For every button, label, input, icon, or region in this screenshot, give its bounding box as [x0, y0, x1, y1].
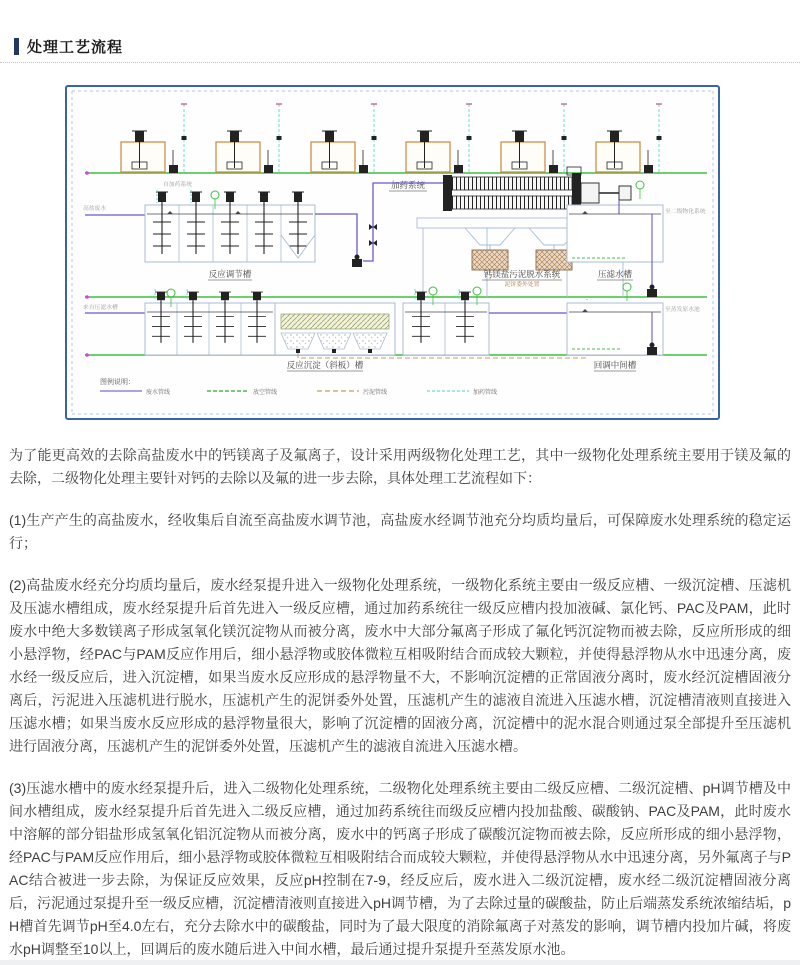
- step3-paragraph: (3)压滤水槽中的废水经泵提升后，进入二级物化处理系统，二级物化处理系统主要由二级反应槽、二级沉淀槽、pH调节槽及中间水槽组成，废水经泵提升后首先进入二级反应槽，通过加药系统往而级反应槽内投加盐酸、碳酸钠、PAC及PAM，此时废水中溶解的部分铝盐形成氢氧化铝沉淀物从而被分离，废水中的钙离子形成了碳酸沉淀物而被去除，反应所形成的细小悬浮物，经PAC与PAM反应作用后，细小悬浮物或胶体微粒互相吸附结合而成较大颗粒，并使得悬浮物从水中迅速分离，另外氟离子与PAC结合被进一步去除，为保证反应效果，反应pH控制在7-9，经反应后，废水进入二级沉淀槽，废水经二级沉淀槽固液分离后，污泥通过泵提升至一级反应槽，沉淀槽清液则直接进入pH调节槽，为了去除过量的碳酸盐，防止后端蒸发系统浓缩结垢，pH槽首先调节pH至4.0左右，充分去除水中的碳酸盐，同时为了最大限度的消除氟离子对蒸发的影响，调节槽内投加片碱，将废水pH调整至10以上，回调后的废水随后进入中间水槽，最后通过提升泵提升至蒸发原水池。: [9, 780, 791, 957]
- section-header: [14, 36, 123, 57]
- legend-label-drain: 放空管线: [253, 390, 278, 396]
- reaction-tank1-label: 反应调节槽: [208, 269, 252, 279]
- legend-label-sludge: 污泥管线: [363, 390, 388, 396]
- stage1-piping: [315, 183, 443, 267]
- reaction-tank-group-2: [145, 289, 275, 355]
- step1-paragraph: (1)生产产生的高盐废水，经收集后自流至高盐废水调节池，高盐废水经调节池充分均质均量后，可保障废水处理系统的稳定运行；: [9, 512, 791, 551]
- intro-paragraph: 为了能更高效的去除高盐废水中的钙镁离子及氟离子，设计采用两级物化处理工艺，其中一级物化处理系统主要用于镁及氟的去除，二级物化处理主要针对钙的去除以及氟的进一步去除，具体处理工艺流程如下：: [9, 447, 791, 486]
- to-stage2-label: 至二级物化系统: [665, 209, 706, 215]
- to-evap-label: 至蒸发原水池: [665, 307, 700, 313]
- diagram-legend: [100, 377, 497, 396]
- dewatering-label: 钙镁盐污泥脱水系统: [483, 269, 561, 279]
- dosing-tank-icon: [406, 104, 472, 173]
- cake-note-label: 泥饼委外处置: [504, 282, 540, 288]
- reaction-sed-label: 反应沉淀（斜板）槽: [286, 360, 364, 370]
- lamella-clarifier: [275, 303, 395, 355]
- stage2-row: [83, 283, 707, 371]
- sludge-bag-icon: [472, 250, 508, 270]
- process-flow-diagram: [65, 85, 720, 420]
- page-bottom-strip: [0, 960, 800, 965]
- intermediate-tank-label: 回调中间槽: [593, 360, 637, 370]
- instrument-icon: [473, 287, 481, 305]
- header-divider: [0, 62, 800, 63]
- legend-label-wastewater: 废水管线: [146, 390, 171, 396]
- dosing-tank-icon: [216, 104, 282, 173]
- inlet2-label: 来自压滤水槽: [83, 305, 118, 311]
- instrument-icon: [636, 181, 644, 199]
- dosing-tank-icon: [596, 104, 662, 173]
- instrument-icon: [429, 287, 437, 305]
- filtrate-tank-label: 压滤水槽: [597, 269, 633, 279]
- intermediate-tank: [567, 283, 700, 355]
- step2-paragraph: (2)高盐废水经充分均质均量后，废水经泵提升进入一级物化处理系统，一级物化系统主要由一级反应槽、一级沉淀槽、压滤机及压滤水槽组成，废水经泵提升后首先进入一级反应槽，通过加药系统往一级反应槽内投加液碱、氯化钙、PAC及PAM，此时废水中绝大多数镁离子形成氢氧化镁沉淀物从而被分离，废水中大部分氟离子形成了氟化钙沉淀物而被去除，反应所形成的细小悬浮物，经PAC与PAM反应作用后，细小悬浮物或胶体微粒互相吸附结合而成较大颗粒，并使得悬浮物从水中迅速分离，废水经一级反应后，进入沉淀槽，如果当废水反应形成的悬浮物量不大，不影响沉淀槽的正常固液分离时，废水经沉淀槽固液分离后，污泥进入压滤机进行脱水，压滤机产生的泥饼委外处置，压滤机产生的滤液自流进入压滤水槽，沉淀槽清液则直接进入压滤水槽；如果当废水反应形成的悬浮物量很大，影响了沉淀槽的固液分离，沉淀槽中的泥水混合则通过泵全部提升至压滤机进行固液分离，压滤机产生的泥饼委外处置，压滤机产生的滤液自流进入压滤水槽。: [9, 577, 791, 754]
- header-accent-bar: [14, 38, 19, 55]
- dosing-tank-icon: [121, 104, 187, 173]
- dosing-system-label: 加药系统: [390, 180, 426, 190]
- instrument-icon: [623, 283, 631, 301]
- chem-feed-label: 自加药系统: [163, 182, 192, 188]
- reaction-tank-group-1: [145, 180, 315, 262]
- legend-label-dosing: 加药管线: [473, 390, 498, 396]
- inlet-label: 高盐废水: [83, 206, 107, 212]
- pump-icon: [647, 285, 657, 298]
- dosing-tank-icon: [311, 104, 377, 173]
- article-body: [9, 444, 791, 965]
- process-flow-svg: [67, 87, 718, 418]
- dosing-tank-icon: [501, 104, 567, 173]
- pump-icon: [352, 255, 362, 268]
- legend-title: 图例说明：: [100, 379, 135, 386]
- dosing-system-row: [85, 104, 707, 191]
- page-title: 处理工艺流程: [27, 39, 124, 56]
